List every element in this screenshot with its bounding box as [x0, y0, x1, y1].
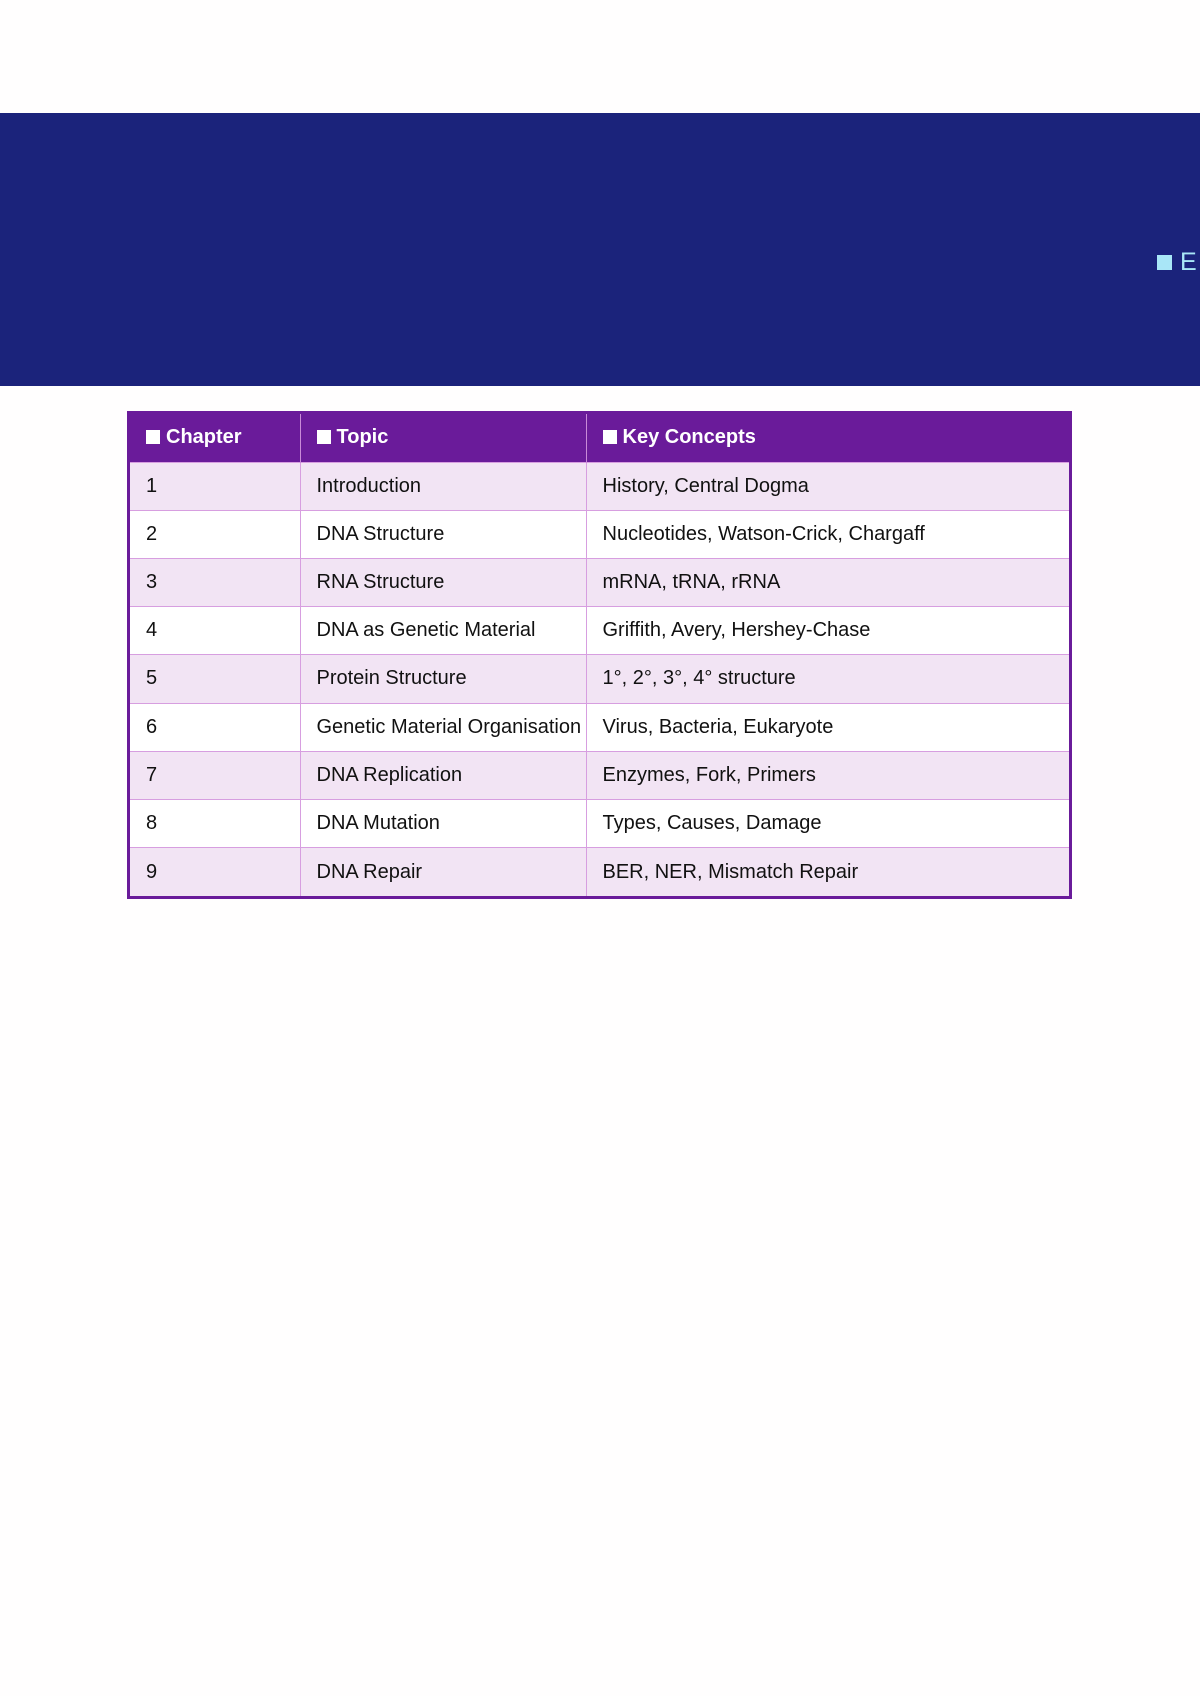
cell-key-concepts: mRNA, tRNA, rRNA [586, 558, 1069, 606]
cell-topic: Protein Structure [300, 655, 586, 703]
header-topic [300, 414, 586, 462]
table-row [130, 510, 1069, 558]
cell-key-concepts: Virus, Bacteria, Eukaryote [586, 703, 1069, 751]
cell-chapter: 4 [130, 607, 300, 655]
cell-chapter: 8 [130, 800, 300, 848]
square-bullet-icon [146, 430, 160, 444]
table-row [130, 848, 1069, 896]
table-row [130, 558, 1069, 606]
cell-topic: DNA as Genetic Material [300, 607, 586, 655]
banner-fragment-text: E [1180, 248, 1197, 276]
cell-topic: DNA Repair [300, 848, 586, 896]
cell-topic: Genetic Material Organisation [300, 703, 586, 751]
cell-chapter: 6 [130, 703, 300, 751]
cell-chapter: 9 [130, 848, 300, 896]
cell-chapter: 3 [130, 558, 300, 606]
chapter-table [127, 411, 1072, 899]
banner-text-fragment [1157, 250, 1197, 275]
header-label: Key Concepts [622, 426, 756, 449]
cell-topic: DNA Structure [300, 510, 586, 558]
square-bullet-icon [317, 430, 331, 444]
table-row [130, 655, 1069, 703]
cell-key-concepts: BER, NER, Mismatch Repair [586, 848, 1069, 896]
cell-chapter: 7 [130, 751, 300, 799]
cell-chapter: 2 [130, 510, 300, 558]
cell-key-concepts: Types, Causes, Damage [586, 800, 1069, 848]
cell-key-concepts: Griffith, Avery, Hershey-Chase [586, 607, 1069, 655]
cell-chapter: 1 [130, 462, 300, 510]
cell-key-concepts: History, Central Dogma [586, 462, 1069, 510]
header-label: Chapter [166, 426, 242, 449]
cell-chapter: 5 [130, 655, 300, 703]
cell-key-concepts: Nucleotides, Watson-Crick, Chargaff [586, 510, 1069, 558]
cell-topic: DNA Replication [300, 751, 586, 799]
cell-topic: DNA Mutation [300, 800, 586, 848]
title-banner [0, 113, 1200, 386]
cell-key-concepts: Enzymes, Fork, Primers [586, 751, 1069, 799]
cell-key-concepts: 1°, 2°, 3°, 4° structure [586, 655, 1069, 703]
header-chapter [130, 414, 300, 462]
table-header-row [130, 414, 1069, 462]
cell-topic: RNA Structure [300, 558, 586, 606]
square-bullet-icon [603, 430, 617, 444]
cell-topic: Introduction [300, 462, 586, 510]
table-row [130, 751, 1069, 799]
table-row [130, 703, 1069, 751]
table-row [130, 462, 1069, 510]
square-bullet-icon [1157, 255, 1172, 270]
table-row [130, 607, 1069, 655]
table-row [130, 800, 1069, 848]
header-key-concepts [586, 414, 1069, 462]
header-label: Topic [336, 426, 389, 449]
